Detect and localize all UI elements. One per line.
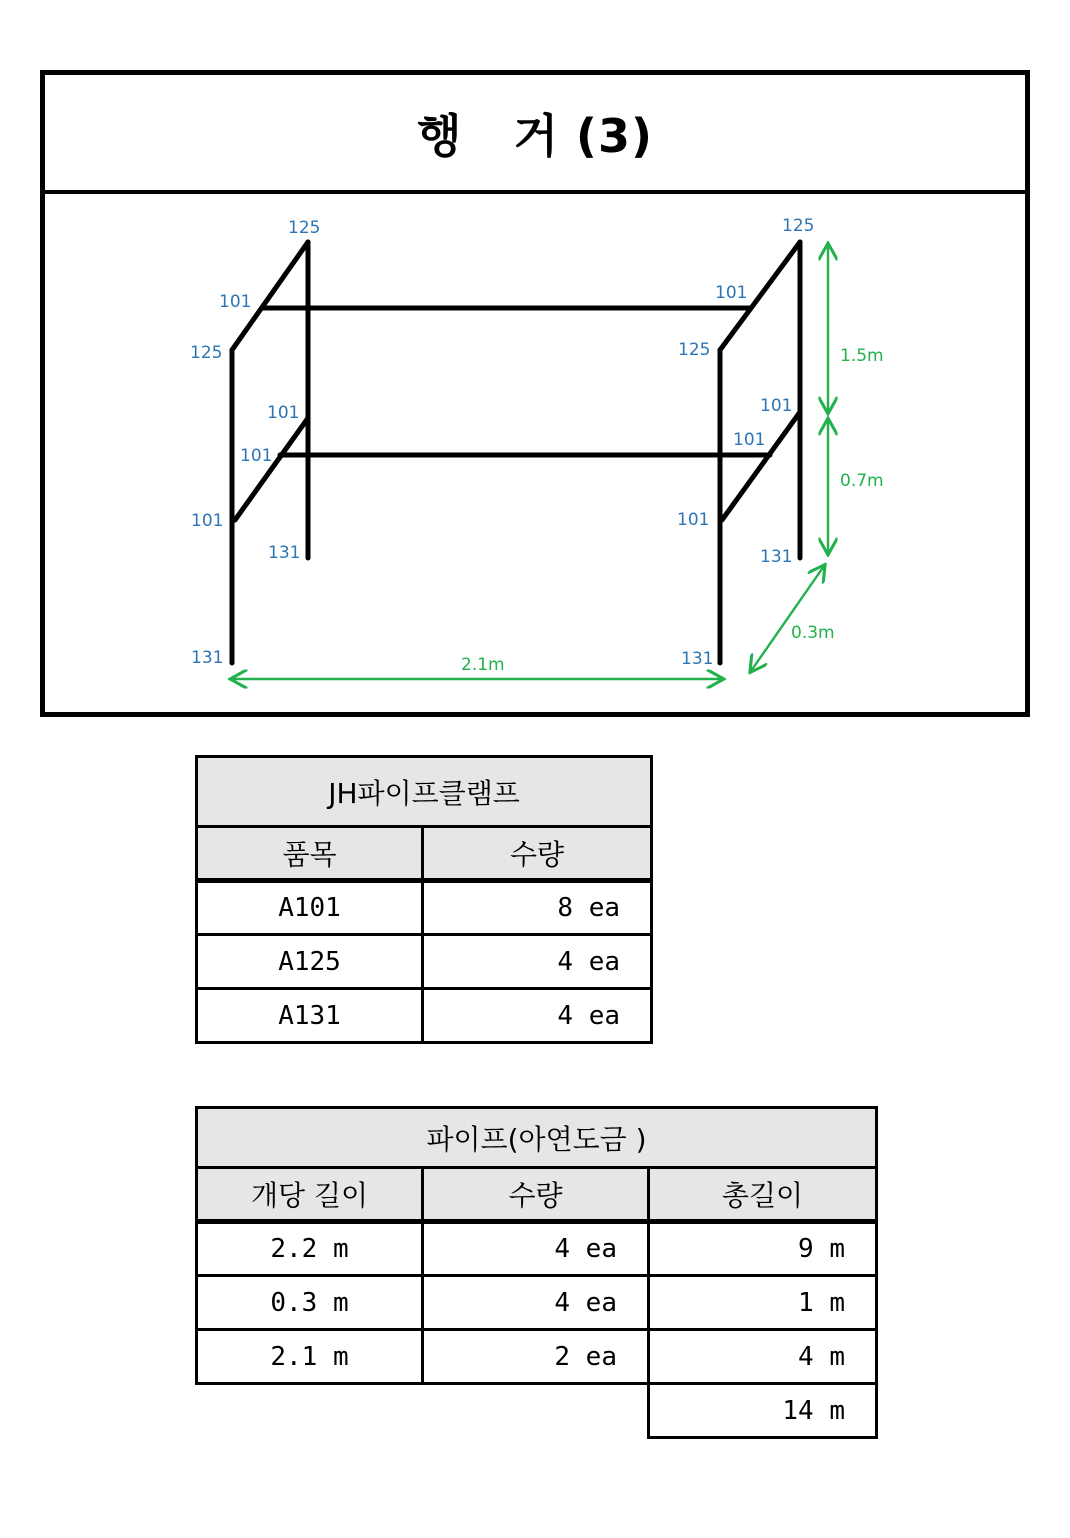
label-left-back-bottom: 131 — [268, 543, 301, 563]
pipe-qty: 4 ea — [423, 1276, 649, 1330]
pipe-table-title: 파이프(아연도금 ) — [197, 1108, 877, 1168]
clamp-item: A125 — [197, 935, 423, 989]
dimension-depth: 0.3m — [791, 623, 835, 643]
label-left-mid-bar: 101 — [240, 446, 273, 466]
clamp-header-qty: 수량 — [423, 827, 652, 881]
pipe-total: 9 m — [649, 1222, 877, 1276]
clamp-item: A131 — [197, 989, 423, 1043]
pipe-length: 2.1 m — [197, 1330, 423, 1384]
pipe-qty: 2 ea — [423, 1330, 649, 1384]
pipe-length: 2.2 m — [197, 1222, 423, 1276]
clamp-table-title: JH파이프클램프 — [197, 757, 652, 827]
label-left-mid-front: 101 — [191, 511, 224, 531]
label-right-mid-bar: 101 — [733, 430, 766, 450]
depth-arrow — [751, 566, 824, 671]
table-row — [197, 1276, 877, 1330]
hanger-diagram — [45, 75, 1025, 712]
pipe-total: 4 m — [649, 1330, 877, 1384]
label-right-back-bottom: 131 — [760, 547, 793, 567]
table-row — [197, 1330, 877, 1384]
clamp-qty: 4 ea — [423, 989, 652, 1043]
table-row — [197, 989, 652, 1043]
pipe-header-qty: 수량 — [423, 1168, 649, 1222]
label-right-mid-front: 101 — [677, 510, 710, 530]
clamp-header-item: 품목 — [197, 827, 423, 881]
table-row — [197, 1222, 877, 1276]
right-mid-brace — [722, 412, 800, 520]
clamp-qty: 8 ea — [423, 881, 652, 935]
label-left-top-mid: 101 — [219, 292, 252, 312]
table-row — [197, 935, 652, 989]
label-left-back-top: 125 — [288, 218, 321, 238]
pipe-length: 0.3 m — [197, 1276, 423, 1330]
label-right-front-top: 125 — [678, 340, 711, 360]
hanger-drawing-frame — [40, 70, 1030, 717]
pipe-header-length: 개당 길이 — [197, 1168, 423, 1222]
table-row-total — [197, 1384, 877, 1438]
label-right-front-bottom: 131 — [681, 649, 714, 669]
pipe-total: 1 m — [649, 1276, 877, 1330]
pipe-grand-total: 14 m — [649, 1384, 877, 1438]
label-left-front-bottom: 131 — [191, 648, 224, 668]
dimension-width: 2.1m — [461, 655, 505, 675]
label-right-top-mid: 101 — [715, 283, 748, 303]
clamp-item: A101 — [197, 881, 423, 935]
clamp-qty: 4 ea — [423, 935, 652, 989]
dimension-lower-height: 0.7m — [840, 471, 884, 491]
clamp-table — [195, 755, 653, 1044]
label-right-back-top: 125 — [782, 216, 815, 236]
table-row — [197, 881, 652, 935]
pipe-table — [195, 1106, 878, 1439]
left-mid-brace — [235, 418, 308, 520]
pipe-qty: 4 ea — [423, 1222, 649, 1276]
pipe-header-total: 총길이 — [649, 1168, 877, 1222]
label-left-front-top: 125 — [190, 343, 223, 363]
page-title: 행 거 (3) — [417, 108, 653, 163]
label-right-mid-back: 101 — [760, 396, 793, 416]
dimension-upper-height: 1.5m — [840, 346, 884, 366]
label-left-mid-back: 101 — [267, 403, 300, 423]
